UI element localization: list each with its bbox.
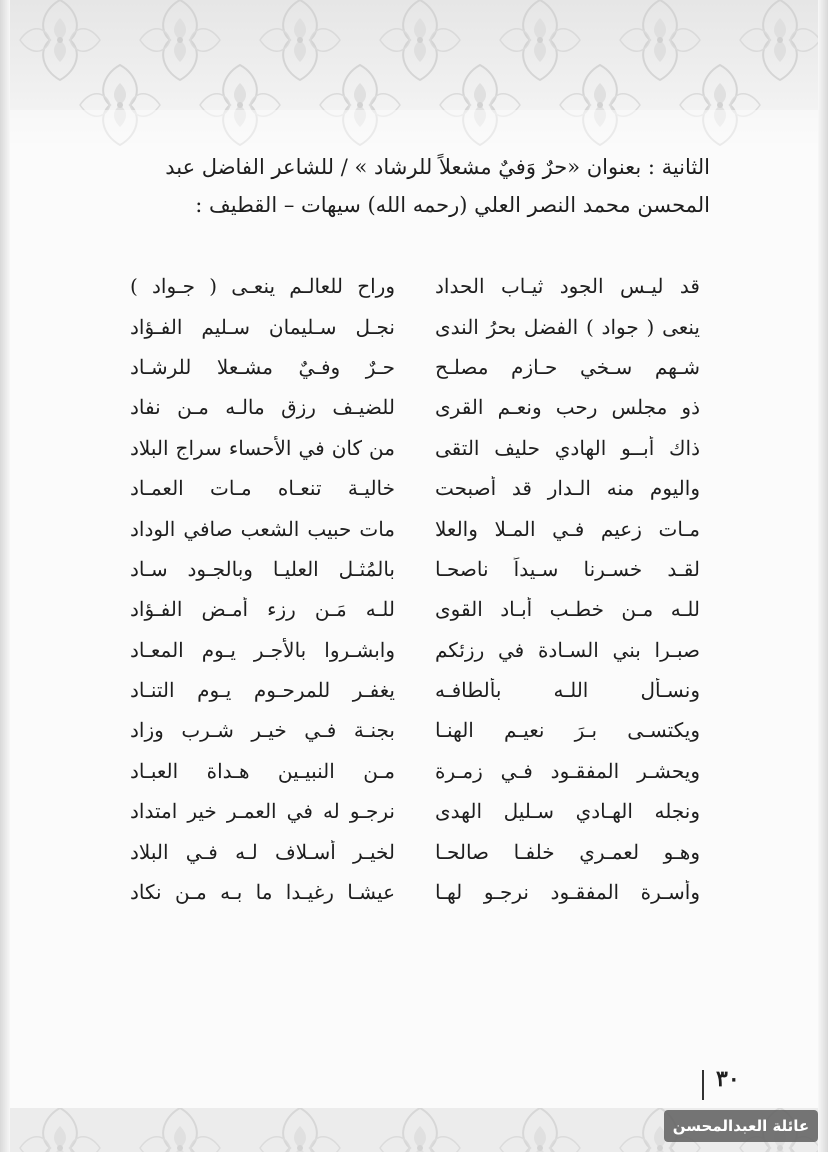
verse-second-hemistich: خاليـة تنعـاه مـات العمـاد [130,476,395,501]
verse-first-hemistich: ونجله الهـادي سـليل الهدى [435,799,700,824]
page-edge-left [0,0,10,1152]
verse-second-hemistich: يغفـر للمرحـوم يـوم التنـاد [130,678,395,703]
intro-line-1: الثانية : بعنوان «حرٌ وَفيٌ مشعلاً للرشاد » / للشاعر الفاضل عبد [165,155,710,179]
verse [130,428,700,468]
verse [130,710,700,750]
verse [130,468,700,508]
verse-second-hemistich: عيشـا رغيـدا ما بـه مـن نكاد [130,880,395,905]
verse [130,347,700,387]
verse [130,508,700,548]
verse-first-hemistich: ويكتسـى بـرَ نعيـم الهنـا [435,718,700,743]
verse-second-hemistich: لخيـر أسـلاف لـه فـي البلاد [130,839,395,864]
verse-second-hemistich: مـن النبيـين هـداة العبـاد [130,758,395,783]
page-edge-right [818,0,828,1152]
watermark-badge: عائلة العبدالمحسن [664,1110,818,1142]
verse [130,872,700,912]
verse-second-hemistich: وراح للعالـم ينعـى ( جـواد ) [130,274,395,299]
verse [130,387,700,427]
verse-second-hemistich: للضيـف رزق مالـه مـن نفاد [130,395,395,420]
verse [130,751,700,791]
poem-introduction [110,148,710,224]
page-number: ٣٠ [716,1066,740,1092]
verse [130,630,700,670]
verse-first-hemistich: للـه مـن خطـب أبـاد القوى [435,597,700,622]
verse-first-hemistich: ذاك أبــو الهادي حليف التقى [435,435,700,460]
verse-first-hemistich: ونسـأل اللـه بألطافـه [435,678,700,703]
verse-second-hemistich: حـرٌ وفـيٌ مشـعلا للرشـاد [130,354,395,379]
damask-ornament-top [0,0,828,150]
verse-first-hemistich: قد ليـس الجود ثيـاب الحداد [435,274,700,299]
verse [130,791,700,831]
verse-first-hemistich: ذو مجلس رحب ونعـم القرى [435,395,700,420]
verse-second-hemistich: وابشـروا بالأجـر يـوم المعـاد [130,637,395,662]
verse [130,831,700,871]
verse [130,589,700,629]
verse [130,306,700,346]
verse-second-hemistich: نجـل سـليمان سـليم الفـؤاد [130,314,395,339]
verse [130,266,700,306]
verse-second-hemistich: بالمُثـل العليـا وبالجـود سـاد [130,556,395,581]
verse-first-hemistich: لقـد خسـرنا سـيداً ناصحـا [435,556,700,581]
verse-first-hemistich: شـهم سـخي حـازم مصلـح [435,354,700,379]
verse-second-hemistich: من كان في الأحساء سراج البلاد [130,435,395,460]
verse-first-hemistich: ويحشـر المفقـود فـي زمـرة [435,758,700,783]
verse-first-hemistich: ينعى ( جواد ) الفضل بحرُ الندى [435,314,700,339]
intro-line-2: المحسن محمد النصر العلي (رحمه الله) سيهات – القطيف : [195,193,710,217]
verse-first-hemistich: واليوم منه الـدار قد أصبحت [435,476,700,501]
verse-second-hemistich: بجنـة فـي خيـر شـرب وزاد [130,718,395,743]
verse-second-hemistich: مات حبيب الشعب صافي الوداد [130,516,395,541]
verse-second-hemistich: للـه مَـن رزء أمـض الفـؤاد [130,597,395,622]
verse-first-hemistich: وأسـرة المفقـود نرجـو لهـا [435,880,700,905]
verse [130,549,700,589]
verse-second-hemistich: نرجـو له في العمـر خير امتداد [130,799,395,824]
verse [130,670,700,710]
verse-first-hemistich: مـات زعيم فـي المـلا والعلا [435,516,700,541]
verse-first-hemistich: وهـو لعمـري خلفـا صالحـا [435,839,700,864]
verse-first-hemistich: صبـرا بني السـادة في رزئكم [435,637,700,662]
poem [130,266,700,912]
page-number-divider [702,1070,704,1100]
